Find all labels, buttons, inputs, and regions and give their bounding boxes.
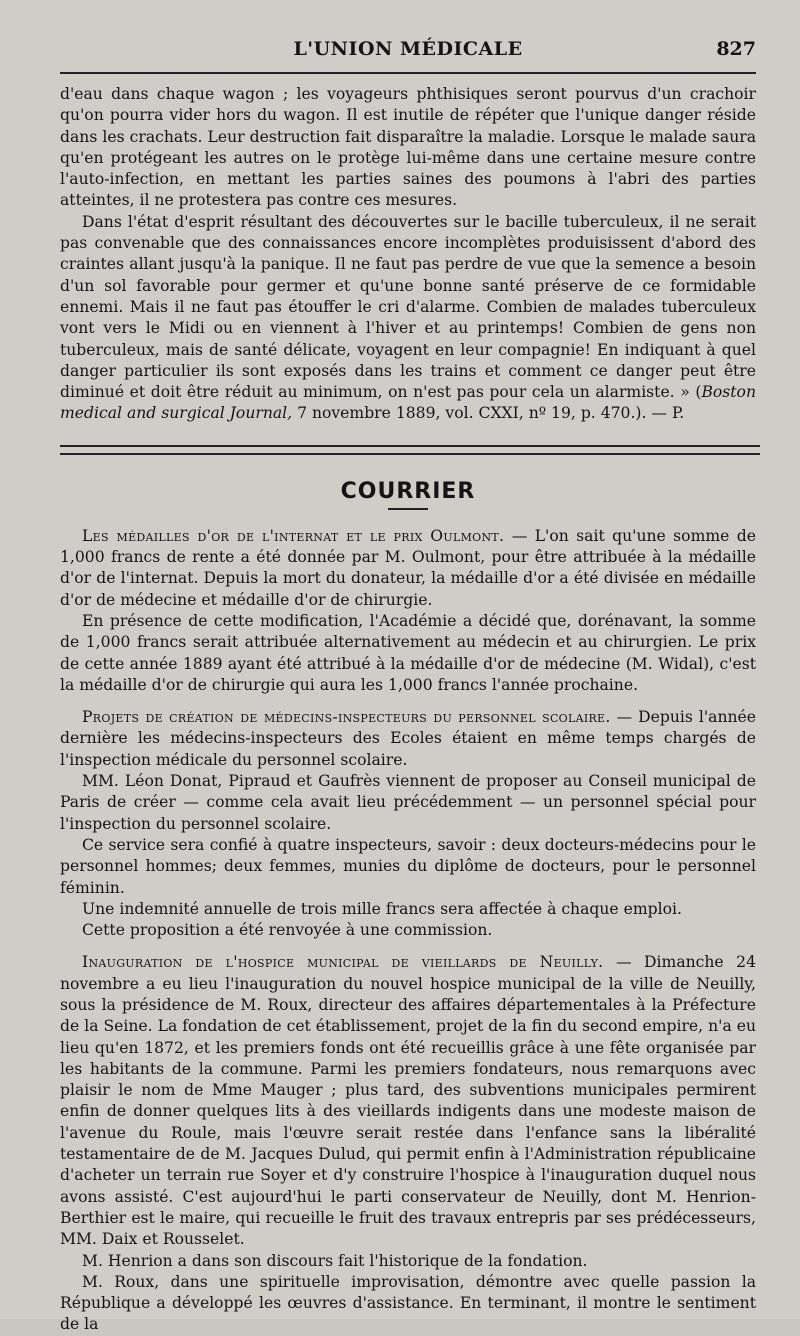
- title-underline: [388, 508, 428, 510]
- news-item-projets: [60, 707, 756, 941]
- citation-reference: 7 novembre 1889, vol. CXXI, nº 19, p. 470.). — P.: [292, 404, 685, 423]
- section-divider: [60, 445, 760, 455]
- medailles-paragraph-2: En présence de cette modification, l'Académie a décidé que, dorénavant, la somme de 1,000 francs serait attribuée alternativement au médecin et au chirurgien. Le prix de cette année 1889 ayant été attribué à la médaille d'or de médecine (M. Widal), c'est la médaille d'or de chirurgie qui aura les 1,000 francs l'année prochaine.: [60, 611, 756, 694]
- projets-topic: Projets de création de médecins-inspecteurs du personnel scolaire.: [82, 708, 611, 727]
- journal-citation: Boston medical and surgical Journal,: [60, 383, 756, 423]
- inauguration-topic: Inauguration de l'hospice municipal de vieillards de Neuilly.: [82, 953, 604, 972]
- intro-paragraph-2: [60, 212, 756, 425]
- medailles-lead-text: — L'on sait qu'une somme de 1,000 francs de rente a été donnée par M. Oulmont, pour être attribuée à la médaille d'or de l'internat. Depuis la mort du donateur, la médaille d'or a été divisée en médaille d'or de médecine et médaille d'or de chirurgie.: [60, 526, 756, 609]
- medailles-paragraph-1: [60, 526, 756, 611]
- running-head: L'UNION MÉDICALE: [293, 38, 523, 60]
- projets-paragraph-4: Une indemnité annuelle de trois mille francs sera affectée à chaque emploi.: [82, 899, 682, 918]
- projets-paragraph-3: Ce service sera confié à quatre inspecteurs, savoir : deux docteurs-médecins pour le personnel hommes; deux femmes, munies du diplôme de docteurs, pour le personnel féminin.: [60, 835, 756, 897]
- section-title: COURRIER: [340, 478, 476, 504]
- inauguration-paragraph-3: M. Roux, dans une spirituelle improvisation, démontre avec quelle passion la République a développé les œuvres d'assistance. En terminant, il montre le sentiment de la: [60, 1272, 756, 1334]
- header-rule: [60, 72, 756, 74]
- page-header: [60, 38, 756, 72]
- projets-lead-text: — Depuis l'année dernière les médecins-inspecteurs des Ecoles étaient en même temps chargés de l'inspection médicale du personnel scolaire.: [60, 708, 756, 769]
- projets-paragraph-5: Cette proposition a été renvoyée à une commission.: [82, 921, 493, 940]
- projets-paragraph-1: [60, 707, 756, 771]
- medailles-topic: Les médailles d'or de l'internat et le prix Oulmont.: [82, 526, 505, 545]
- intro-paragraph-1: d'eau dans chaque wagon ; les voyageurs phthisiques seront pourvus d'un crachoir qu'on pourra vider hors du wagon. Il est inutile de répéter que l'unique danger réside dans les crachats. Leur destruction fait disparaître la maladie. Lorsque le malade saura qu'en protégeant les autres on le protège lui-même dans une certaine mesure contre l'auto-infection, en mettant les parties saines des poumons à l'abri des parties atteintes, il ne protestera pas contre ces mesures.: [60, 85, 756, 210]
- inauguration-paragraph-1: [60, 952, 756, 1250]
- inauguration-lead-text: — Dimanche 24 novembre a eu lieu l'inauguration du nouvel hospice municipal de la ville de Neuilly, sous la présidence de M. Roux, directeur des affaires départementales à la Préfecture de la Seine. La fondation de cet établissement, projet de la fin du second empire, n'a eu lieu qu'en 1872, et les premiers fonds ont été recueillis grâce à une fête organisée par les habitants de la commune. Parmi les premiers fondateurs, nous remarquons avec plaisir le nom de Mme Mauger ; plus tard, des subventions municipales permirent enfin de donner quelques lits à des vieillards indigents dans une modeste maison de l'avenue du Roule, mais l'œuvre serait restée dans l'enfance sans la libéralité testamentaire de de M. Jacques Dulud, qui permit enfin à l'Administration républicaine d'acheter un terrain rue Soyer et d'y construire l'hospice à l'inauguration duquel nous avons assisté. C'est aujourd'hui le parti conservateur de Neuilly, dont M. Henrion-Berthier est le maire, qui recueille le fruit des travaux entrepris par ses prédécesseurs, MM. Daix et Rousselet.: [60, 953, 757, 1249]
- page-number: 827: [716, 38, 756, 60]
- news-item-medailles: [60, 526, 756, 696]
- projets-paragraph-2: MM. Léon Donat, Pipraud et Gaufrès viennent de proposer au Conseil municipal de Paris de créer — comme cela avait lieu précédemment — un personnel spécial pour l'inspection du personnel scolaire.: [60, 772, 756, 833]
- intro-paragraph-2-text: Dans l'état d'esprit résultant des découvertes sur le bacille tuberculeux, il ne serait pas convenable que des connaissances encore incomplètes produisissent d'abord des craintes allant jusqu'à la panique. Il ne faut pas perdre de vue que la semence a besoin d'un sol favorable pour germer et qu'une bonne santé préserve de ce formidable ennemi. Mais il ne faut pas étouffer le cri d'alarme. Combien de malades tuberculeux vont vers le Midi ou en viennent à l'hiver et au printemps! Combien de gens non tuberculeux, mais de santé délicate, voyagent en leur compagnie! En indiquant à quel danger particulier ils sont exposés dans les trains et comment ce danger peut être diminué et doit être réduit au minimum, on n'est pas pour cela un alarmiste. » (: [60, 212, 756, 402]
- inauguration-paragraph-2: M. Henrion a dans son discours fait l'historique de la fondation.: [82, 1251, 588, 1270]
- news-item-inauguration: [60, 952, 756, 1335]
